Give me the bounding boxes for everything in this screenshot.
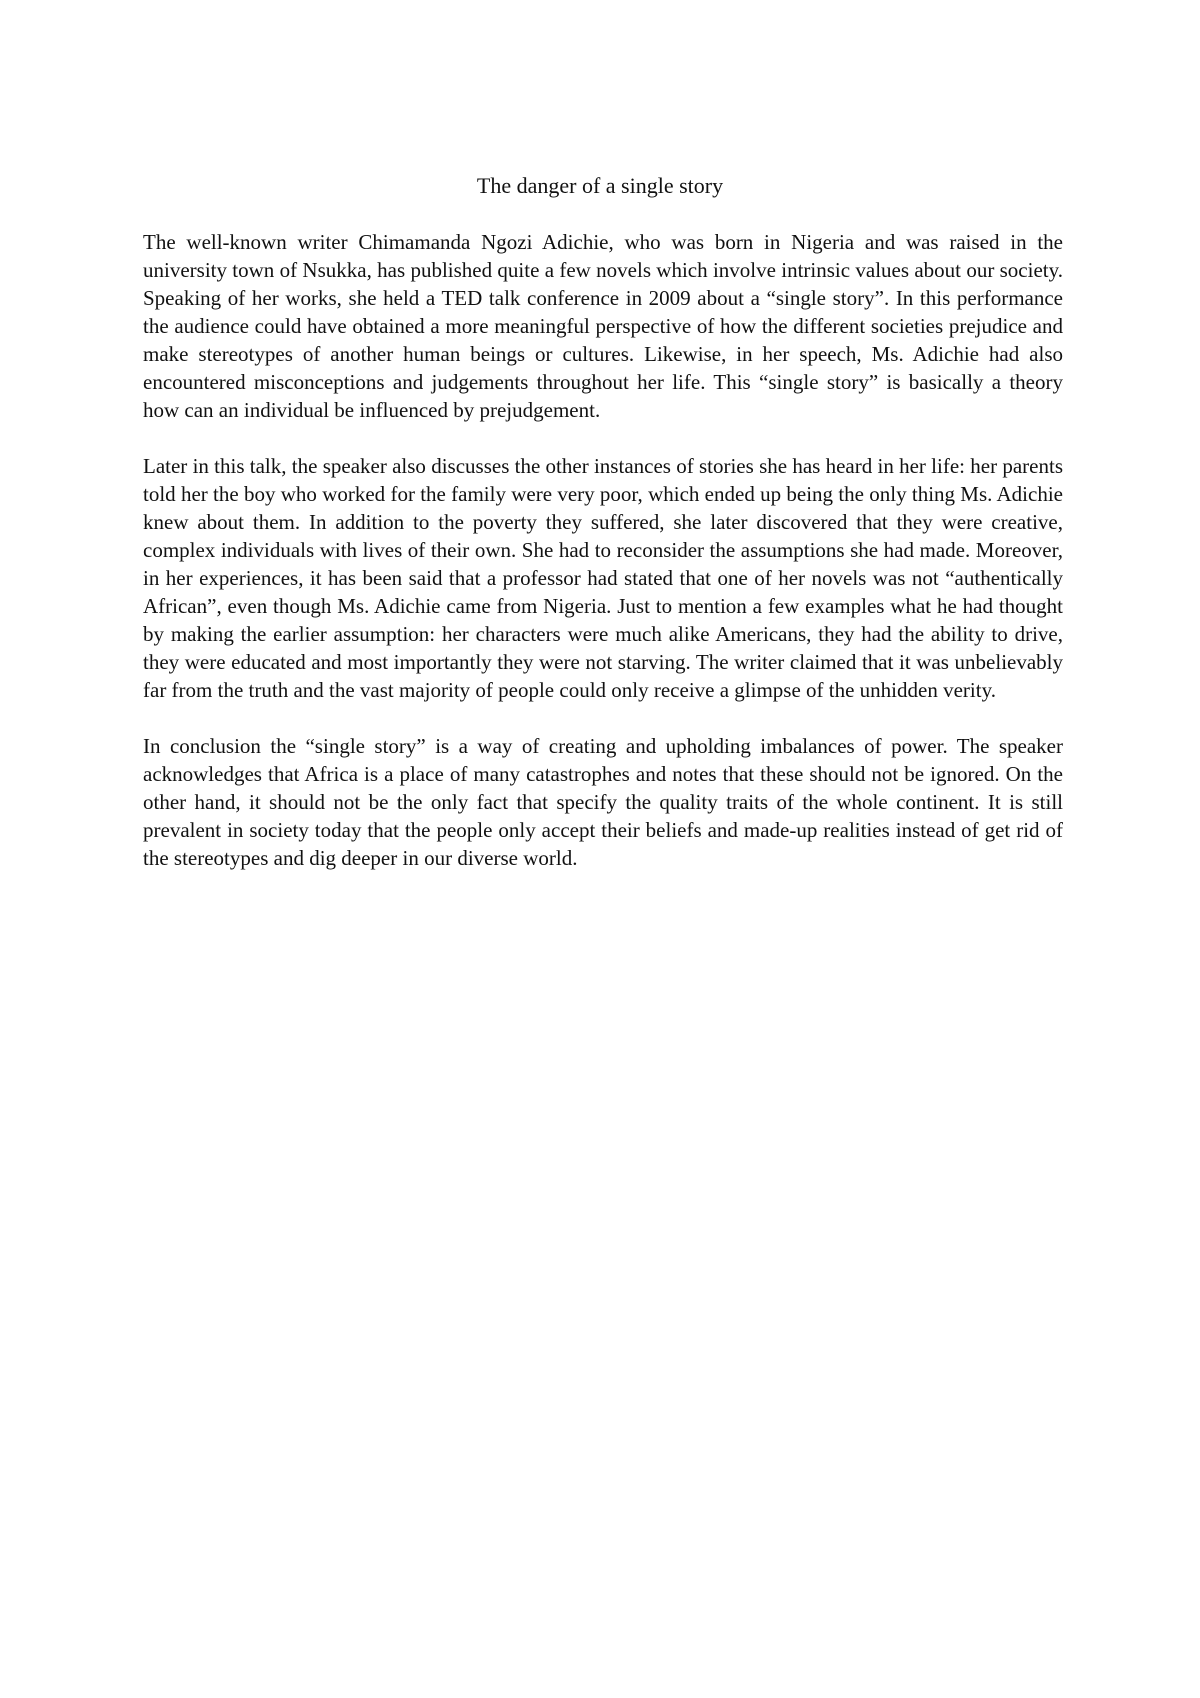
document-title: The danger of a single story	[476, 173, 724, 198]
paragraph-conclusion: In conclusion the “single story” is a way of creating and upholding imbalances of power. The speaker acknowledges that Africa is a place of many catastrophes and notes that these should not be ignored. On the other hand, it should not be the only fact that specify the quality traits of the whole continent. It is still prevalent in society today that the people only accept their beliefs and made-up realities instead of get rid of the stereotypes and dig deeper in our diverse world.	[143, 734, 1063, 870]
paragraph-examples: Later in this talk, the speaker also discusses the other instances of stories she has heard in her life: her parents told her the boy who worked for the family were very poor, which ended up being the only thing Ms. Adichie knew about them. In addition to the poverty they suffered, she later discovered that they were creative, complex individuals with lives of their own. She had to reconsider the assumptions she had made. Moreover, in her experiences, it has been said that a professor had stated that one of her novels was not “authentically African”, even though Ms. Adichie came from Nigeria. Just to mention a few examples what he had thought by making the earlier assumption: her characters were much alike Americans, they had the ability to drive, they were educated and most importantly they were not starving. The writer claimed that it was unbelievably far from the truth and the vast majority of people could only receive a glimpse of the unhidden verity.	[143, 454, 1063, 702]
document-body	[143, 228, 1063, 900]
paragraph-intro: The well-known writer Chimamanda Ngozi Adichie, who was born in Nigeria and was raised in the university town of Nsukka, has published quite a few novels which involve intrinsic values about our society. Speaking of her works, she held a TED talk conference in 2009 about a “single story”. In this performance the audience could have obtained a more meaningful perspective of how the different societies prejudice and make stereotypes of another human beings or cultures. Likewise, in her speech, Ms. Adichie had also encountered misconceptions and judgements throughout her life. This “single story” is basically a theory how can an individual be influenced by prejudgement.	[143, 230, 1063, 422]
